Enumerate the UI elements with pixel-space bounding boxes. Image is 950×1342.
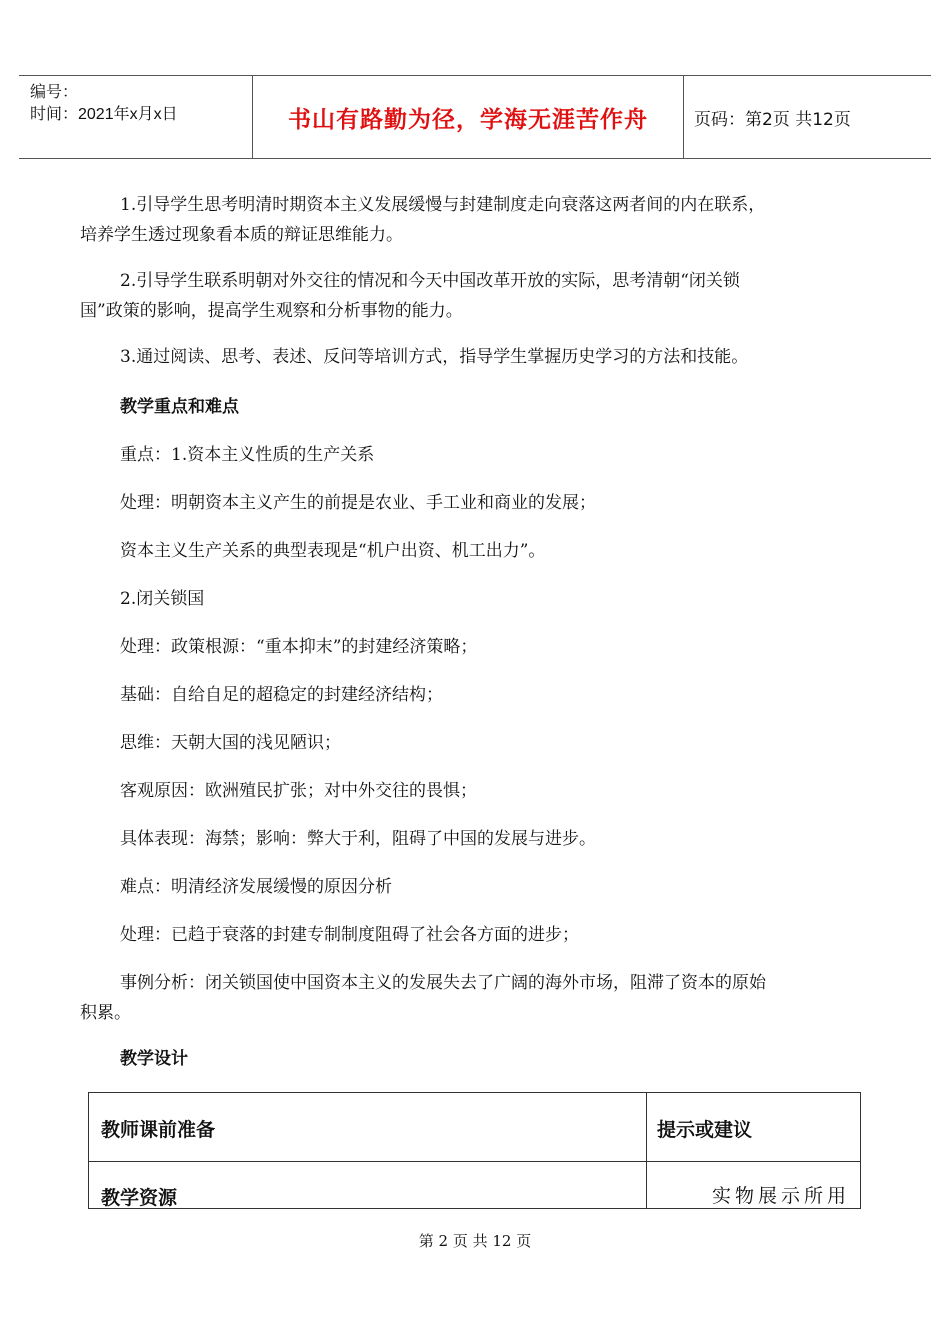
line-12 <box>80 968 880 1028</box>
section-heading-key-points-text: 教学重点和难点 <box>120 397 239 417</box>
line-10-text: 难点：明清经济发展缓慢的原因分析 <box>120 877 392 897</box>
design-table <box>88 1092 861 1209</box>
line-9 <box>80 824 880 854</box>
line-6-text: 基础：自给自足的超稳定的封建经济结构； <box>120 685 443 705</box>
table-cell-resources: 教学资源 <box>101 1187 178 1209</box>
section-heading-key-points <box>80 392 880 422</box>
table-header-prep: 教师课前准备 <box>101 1119 216 1141</box>
paragraph-1-line-1: 1.引导学生思考明清时期资本主义发展缓慢与封建制度走向衰落这两者间的内在联系， <box>120 195 766 215</box>
page-footer: 第 2 页 共 12 页 <box>418 1232 532 1250</box>
line-8 <box>80 776 880 806</box>
line-1-text: 重点：1.资本主义性质的生产关系 <box>120 445 375 465</box>
header-motto: 书山有路勤为径，学海无涯苦作舟 <box>252 76 684 158</box>
doc-code-label: 编号： <box>30 84 79 101</box>
line-8-text: 客观原因：欧洲殖民扩张；对中外交往的畏惧； <box>120 781 477 801</box>
line-1 <box>80 440 880 470</box>
line-4-text: 2.闭关锁国 <box>120 589 205 609</box>
line-6 <box>80 680 880 710</box>
page-header <box>19 75 931 159</box>
line-2-text: 处理：明朝资本主义产生的前提是农业、手工业和商业的发展； <box>120 493 596 513</box>
line-12-text-1: 事例分析：闭关锁国使中国资本主义的发展失去了广阔的海外市场，阻滞了资本的原始 <box>120 973 766 993</box>
line-7-text: 思维：天朝大国的浅见陋识； <box>120 733 341 753</box>
header-meta <box>19 76 252 158</box>
doc-time-label: 时间：2021年x月x日 <box>30 106 178 123</box>
line-7 <box>80 728 880 758</box>
section-heading-design-text: 教学设计 <box>120 1049 188 1069</box>
table-cell-display: 实物展示所用 <box>711 1185 850 1207</box>
paragraph-1 <box>80 190 880 250</box>
line-4 <box>80 584 880 614</box>
paragraph-2-line-2: 国”政策的影响，提高学生观察和分析事物的能力。 <box>80 301 463 321</box>
paragraph-3-text: 3.通过阅读、思考、表述、反问等培训方式，指导学生掌握历史学习的方法和技能。 <box>120 347 749 367</box>
paragraph-2-line-1: 2.引导学生联系明朝对外交往的情况和今天中国改革开放的实际，思考清朝“闭关锁 <box>120 271 740 291</box>
line-3-text: 资本主义生产关系的典型表现是“机户出资、机工出力”。 <box>120 541 546 561</box>
line-9-text: 具体表现：海禁；影响：弊大于利，阻碍了中国的发展与进步。 <box>120 829 596 849</box>
paragraph-3 <box>80 342 880 372</box>
line-5 <box>80 632 880 662</box>
header-page-info: 页码：第2页 共12页 <box>694 109 851 130</box>
line-3 <box>80 536 880 566</box>
line-2 <box>80 488 880 518</box>
line-10 <box>80 872 880 902</box>
paragraph-2 <box>80 266 880 326</box>
line-11-text: 处理：已趋于衰落的封建专制制度阻碍了社会各方面的进步； <box>120 925 579 945</box>
section-heading-design <box>80 1044 880 1074</box>
line-12-text-2: 积累。 <box>80 1003 131 1023</box>
table-row-divider <box>89 1161 860 1162</box>
table-header-tips: 提示或建议 <box>657 1119 753 1141</box>
line-5-text: 处理：政策根源：“重本抑末”的封建经济策略； <box>120 637 478 657</box>
paragraph-1-line-2: 培养学生透过现象看本质的辩证思维能力。 <box>80 225 403 245</box>
line-11 <box>80 920 880 950</box>
table-column-divider <box>646 1093 647 1208</box>
